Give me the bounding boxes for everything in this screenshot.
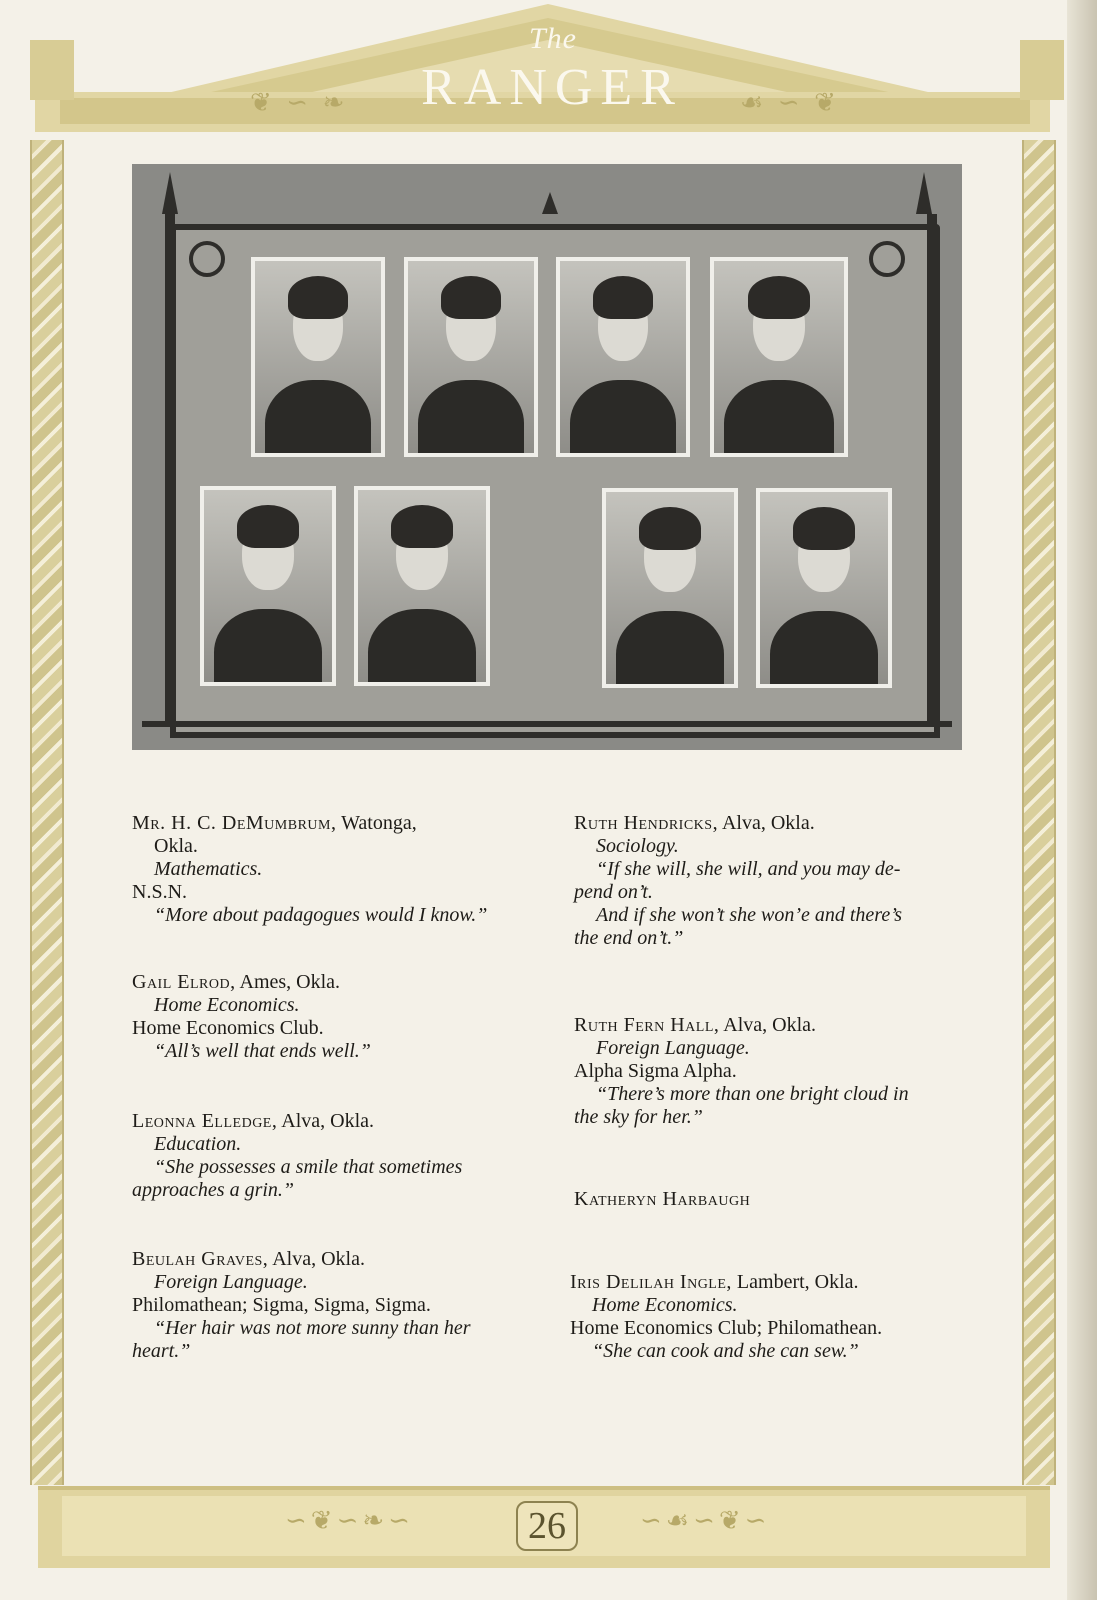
entry-place: Alva, Okla. [268, 1248, 365, 1270]
entry-quote: “More about padagogues would I know.” [154, 904, 488, 926]
entry-name: Ruth Fern Hall, [574, 1014, 720, 1036]
entry-major: Foreign Language. [596, 1037, 750, 1059]
entry-major: Foreign Language. [154, 1271, 308, 1293]
entry-quote-cont: the sky for her.” [574, 1106, 703, 1128]
portrait-6 [354, 486, 490, 686]
entry-graves [132, 1248, 522, 1363]
entry-name: Beulah Graves, [132, 1248, 269, 1270]
entry-place: Watonga, [336, 812, 417, 834]
right-rope-border [1022, 140, 1056, 1485]
entry-name: Gail Elrod, [132, 971, 236, 993]
left-post-ornament [30, 40, 74, 100]
portrait-2 [404, 257, 538, 457]
portrait-1 [251, 257, 385, 457]
entry-quote: “She can cook and she can sew.” [592, 1340, 859, 1362]
entry-quote-cont: the end on’t.” [574, 927, 684, 949]
entry-hall [574, 1014, 969, 1129]
entry-place: Ames, Okla. [235, 971, 341, 993]
page-edge-shadow [1067, 0, 1097, 1600]
entry-quote-cont: heart.” [132, 1340, 191, 1362]
page-title: RANGER [421, 59, 683, 116]
entry-place-cont: Okla. [154, 835, 198, 857]
entry-hendricks [574, 812, 969, 950]
entry-major: Home Economics. [154, 994, 300, 1016]
entry-activities: Alpha Sigma Alpha. [574, 1060, 737, 1082]
entry-ingle [570, 1271, 970, 1363]
entry-major: Mathematics. [154, 858, 263, 880]
entry-quote: “All’s well that ends well.” [154, 1040, 371, 1062]
portrait-8 [756, 488, 892, 688]
entry-activities: Home Economics Club. [132, 1017, 324, 1039]
left-scroll-ornament: ❦ ∽ ❧ [250, 88, 349, 117]
entry-place: Alva, Okla. [718, 812, 815, 834]
entry-name: Leonna Elledge, [132, 1110, 278, 1132]
right-post-ornament [1020, 40, 1064, 100]
entry-quote-cont: pend on’t. [574, 881, 653, 903]
entry-quote: “If she will, she will, and you may de- [596, 858, 901, 880]
right-scroll-ornament: ☙ ∽ ❦ [740, 88, 840, 117]
entry-major: Home Economics. [592, 1294, 738, 1316]
entry-place: Lambert, Okla. [731, 1271, 859, 1293]
page-number: 26 [516, 1501, 578, 1551]
entry-quote-cont: approaches a grin.” [132, 1179, 295, 1201]
entry-activities: Home Economics Club; Philomathean. [570, 1317, 883, 1339]
entry-quote-cont: And if she won’t she won’e and there’s [596, 904, 903, 926]
entry-demumbrum [132, 812, 522, 927]
entry-major: Education. [154, 1133, 242, 1155]
entry-name: Iris Delilah Ingle, [570, 1271, 732, 1293]
portrait-5 [200, 486, 336, 686]
left-rope-border [30, 140, 64, 1485]
entry-quote: “She possesses a smile that sometimes [154, 1156, 463, 1178]
entry-elrod [132, 971, 522, 1063]
portrait-7 [602, 488, 738, 688]
entry-elledge [132, 1110, 522, 1202]
entry-place: Alva, Okla. [719, 1014, 817, 1036]
entry-quote: “Her hair was not more sunny than her [154, 1317, 471, 1339]
entry-place: Alva, Okla. [277, 1110, 375, 1132]
entry-activities: Philomathean; Sigma, Sigma, Sigma. [132, 1294, 431, 1316]
entry-major: Sociology. [596, 835, 679, 857]
entry-quote: “There’s more than one bright cloud in [596, 1083, 909, 1105]
entry-name: Mr. H. C. DeMumbrum, [132, 812, 337, 834]
footer-right-scroll: ∽☙∽❦∽ [640, 1506, 771, 1535]
entry-name: Katheryn Harbaugh [574, 1188, 751, 1210]
entry-activities: N.S.N. [132, 881, 188, 903]
title-the: The [529, 22, 577, 55]
portrait-4 [710, 257, 848, 457]
entry-harbaugh [574, 1188, 969, 1211]
entry-name: Ruth Hendricks, [574, 812, 719, 834]
footer-left-scroll: ∽❦∽❧∽ [285, 1506, 414, 1535]
portrait-3 [556, 257, 690, 457]
